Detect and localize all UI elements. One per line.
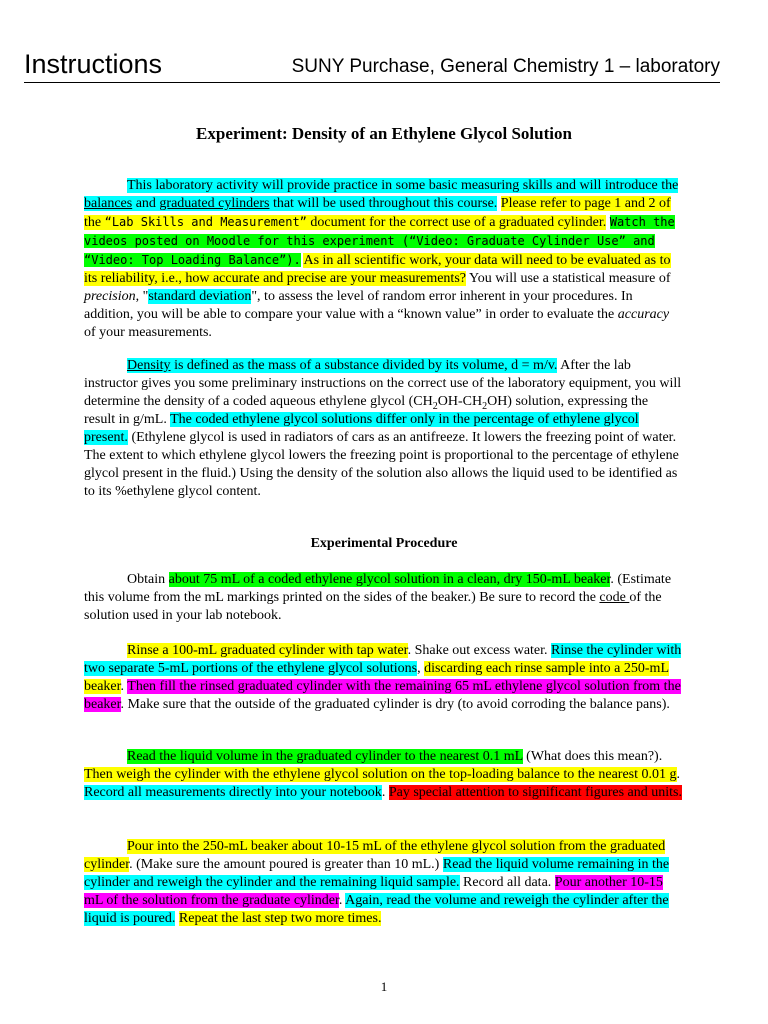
procedure-step-obtain	[84, 571, 682, 625]
p4-text-1: . Shake out excess water.	[407, 643, 552, 658]
procedure-step-pour	[84, 838, 682, 928]
p3-text-3: of the solution used in your lab notebook.	[84, 590, 662, 623]
p5-highlight-record: Record all measurements directly into your notebook	[84, 785, 382, 800]
intro-paragraph	[84, 177, 682, 342]
p1-accuracy: accuracy	[617, 307, 670, 322]
procedure-step-read	[84, 748, 682, 802]
p1-balances: balances	[84, 196, 133, 211]
procedure-step-rinse	[84, 642, 682, 714]
page-header	[24, 46, 720, 83]
p2-highlight-definition	[127, 358, 557, 373]
p2-text-4: OH) solution, expressing the result in g/mL.	[84, 394, 649, 427]
p2-text-3: OH-CH	[437, 394, 483, 409]
p6-text-3: .	[338, 893, 346, 908]
p1-text-3: Please refer to page 1 and 2 of the	[84, 196, 671, 230]
p2-subscript-2: 2	[482, 400, 488, 412]
p4-highlight-fill: Then fill the rinsed graduated cylinder with the remaining 65 mL ethylene glycol solution from the beaker	[84, 679, 681, 712]
header-course: SUNY Purchase, General Chemistry 1 – laboratory	[291, 56, 720, 77]
p2-highlight-coded: The coded ethylene glycol solutions differ only in the percentage of ethylene glycol present.	[84, 412, 639, 445]
experiment-title: Experiment: Density of an Ethylene Glycol Solution	[196, 124, 572, 143]
p4-highlight-rinse-cylinder: Rinse the cylinder with two separate 5-mL portions of the ethylene glycol solutions	[84, 643, 682, 676]
p4-highlight-discard: discarding each rinse sample into a 250-mL beaker	[84, 661, 670, 694]
p6-highlight-read-volume: Read the liquid volume remaining in the cylinder and reweigh the cylinder and the remaining liquid sample.	[84, 857, 670, 890]
p1-text-2: that will be used throughout this course.	[272, 196, 498, 211]
p3-highlight-obtain: about 75 mL of a coded ethylene glycol solution in a clean, dry 150-mL beaker	[168, 572, 611, 587]
p5-highlight-read: Read the liquid volume in the graduated cylinder to the nearest 0.1 mL	[127, 749, 523, 764]
p4-text-3: .	[120, 679, 128, 694]
p1-highlight-videos: Watch the videos posted on Moodle for this experiment (“Video: Graduate Cylinder Use” and “Video: Top Loading Balance”).	[84, 215, 675, 267]
p5-text-2: .	[676, 767, 681, 782]
p3-text-2: . (Estimate this volume from the mL markings printed on the sides of the beaker.) Be sure to record the	[84, 572, 672, 605]
p2-text-1: is defined as the mass of a substance divided by its volume, d = m/v.	[170, 358, 558, 373]
page-number: 1	[380, 979, 388, 994]
p1-text-6: , "	[135, 289, 149, 304]
p2-text-2: After the lab instructor gives you some preliminary instructions on the correct use of the laboratory equipment, you will determine the density of a coded aqueous ethylene glycol (CH	[84, 358, 682, 409]
p6-text-2: Record all data.	[459, 875, 555, 890]
p6-highlight-pour: Pour into the 250-mL beaker about 10-15 mL of the ethylene glycol solution from the graduated cylinder	[84, 839, 666, 872]
p2-text-5: (Ethylene glycol is used in radiators of cars as an antifreeze. It lowers the freezing point of water. The extent to which ethylene glycol lowers the freezing point is proportional to the percentage of ethylene glycol present in the fluid.) Using the density of the solution also allows the liquid used to be identified as to its %ethylene glycol content.	[84, 430, 679, 499]
p1-text-7: ", to assess the level of random error inherent in your procedures. In addition, you will be able to compare your value with a “known value” in order to evaluate the	[84, 289, 633, 322]
p6-text-1: . (Make sure the amount poured is greater than 10 mL.)	[129, 857, 443, 872]
p1-precision: precision	[84, 289, 136, 304]
p4-highlight-rinse: Rinse a 100-mL graduated cylinder with tap water	[127, 643, 408, 658]
p4-text-2: ,	[417, 661, 425, 676]
p1-text-1: This laboratory activity will provide practice in some basic measuring skills and will introduce the	[127, 178, 679, 193]
p2-density-term: Density	[127, 358, 171, 373]
p6-highlight-again: Again, read the volume and reweigh the cylinder after the liquid is poured.	[84, 893, 669, 926]
p6-highlight-pour-another: Pour another 10-15 mL of the solution from the graduate cylinder	[84, 875, 663, 908]
p5-text-3: .	[381, 785, 389, 800]
p1-highlight-reliability: As in all scientific work, your data will need to be evaluated as to its reliability, i.e., how accurate and precise are your measurements?	[84, 253, 671, 286]
p5-highlight-weigh: Then weigh the cylinder with the ethylene glycol solution on the top-loading balance to the nearest 0.01 g	[84, 767, 677, 782]
p1-text-5: You will use a statistical measure of	[466, 271, 671, 286]
p1-graduated-cylinders: graduated cylinders	[159, 196, 270, 211]
section-title: Experimental Procedure	[310, 536, 458, 551]
p1-text-and: and	[135, 196, 156, 211]
p1-doc-name: “Lab Skills and Measurement”	[104, 215, 307, 229]
p1-highlight-std-dev: standard deviation	[148, 289, 252, 304]
p5-highlight-attention: Pay special attention to significant figures and units.	[388, 785, 682, 800]
header-label: Instructions	[24, 49, 163, 79]
p3-code: code	[599, 590, 630, 605]
p6-highlight-repeat: Repeat the last step two more times.	[178, 911, 382, 926]
p3-text-1: Obtain	[127, 572, 169, 587]
p1-text-4: document for the correct use of a graduated cylinder.	[306, 215, 607, 230]
p1-text-8: of your measurements.	[84, 325, 212, 340]
p5-text-1: (What does this mean?).	[522, 749, 663, 764]
density-paragraph	[84, 357, 682, 501]
p2-subscript-1: 2	[432, 400, 438, 412]
p4-text-4: . Make sure that the outside of the graduated cylinder is dry (to avoid corroding the balance pans).	[120, 697, 670, 712]
